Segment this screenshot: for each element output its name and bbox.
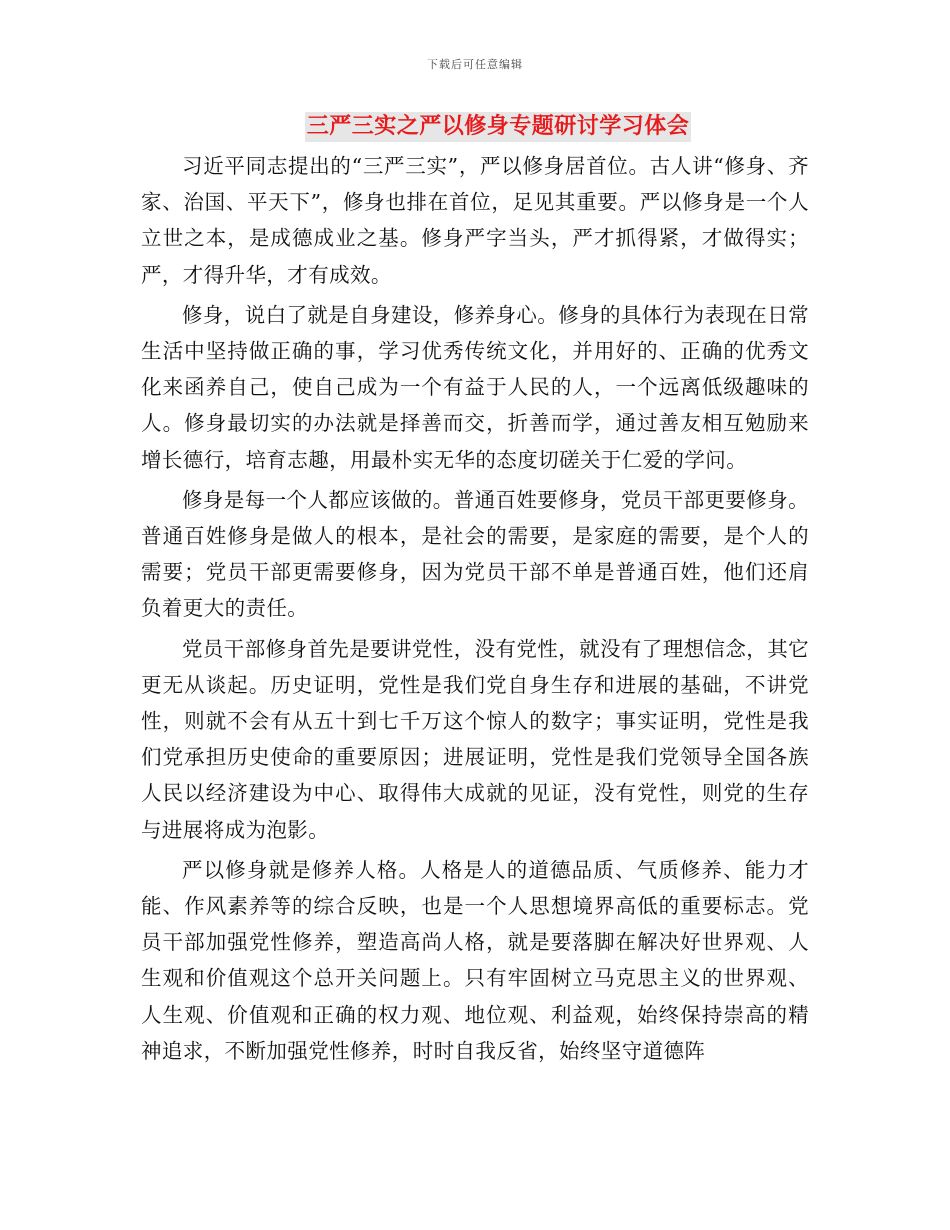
document-body [141,148,809,1073]
header-note: 下载后可任意编辑 [427,58,523,71]
paragraph: 修身，说白了就是自身建设，修养身心。修身的具体行为表现在日常生活中坚持做正确的事，学习优秀传统文化，并用好的、正确的优秀文化来函养自己，使自己成为一个有益于人民的人，一个远离低级趣味的人。修身最切实的办法就是择善而交，折善而学，通过善友相互勉励来增长德行，培育志趣，用最朴实无华的态度切磋关于仁爱的学问。 [141,302,809,472]
paragraph: 严以修身就是修养人格。人格是人的道德品质、气质修养、能力才能、作风素养等的综合反映，也是一个人思想境界高低的重要标志。党员干部加强党性修养，塑造高尚人格，就是要落脚在解决好世界观、人生观和价值观这个总开关问题上。只有牢固树立马克思主义的世界观、人生观、价值观和正确的权力观、地位观、利益观，始终保持崇高的精神追求，不断加强党性修养，时时自我反省，始终坚守道德阵 [141,857,809,1063]
title-container [0,112,950,142]
paragraph: 党员干部修身首先是要讲党性，没有党性，就没有了理想信念，其它更无从谈起。历史证明，党性是我们党自身生存和进展的基础，不讲党性，则就不会有从五十到七千万这个惊人的数字；事实证明，党性是我们党承担历史使命的重要原因；进展证明，党性是我们党领导全国各族人民以经济建设为中心、取得伟大成就的见证，没有党性，则党的生存与进展将成为泡影。 [141,636,809,842]
document-title: 三严三实之严以修身专题研讨学习体会 [305,112,692,142]
paragraph: 习近平同志提出的“三严三实”，严以修身居首位。古人讲“修身、齐家、治国、平天下”，修身也排在首位，足见其重要。严以修身是一个人立世之本，是成德成业之基。修身严字当头，严才抓得紧，才做得实；严，才得升华，才有成效。 [141,154,809,287]
paragraph: 修身是每一个人都应该做的。普通百姓要修身，党员干部更要修身。普通百姓修身是做人的根本，是社会的需要，是家庭的需要，是个人的需要；党员干部更需要修身，因为党员干部不单是普通百姓，他们还肩负着更大的责任。 [141,487,809,621]
